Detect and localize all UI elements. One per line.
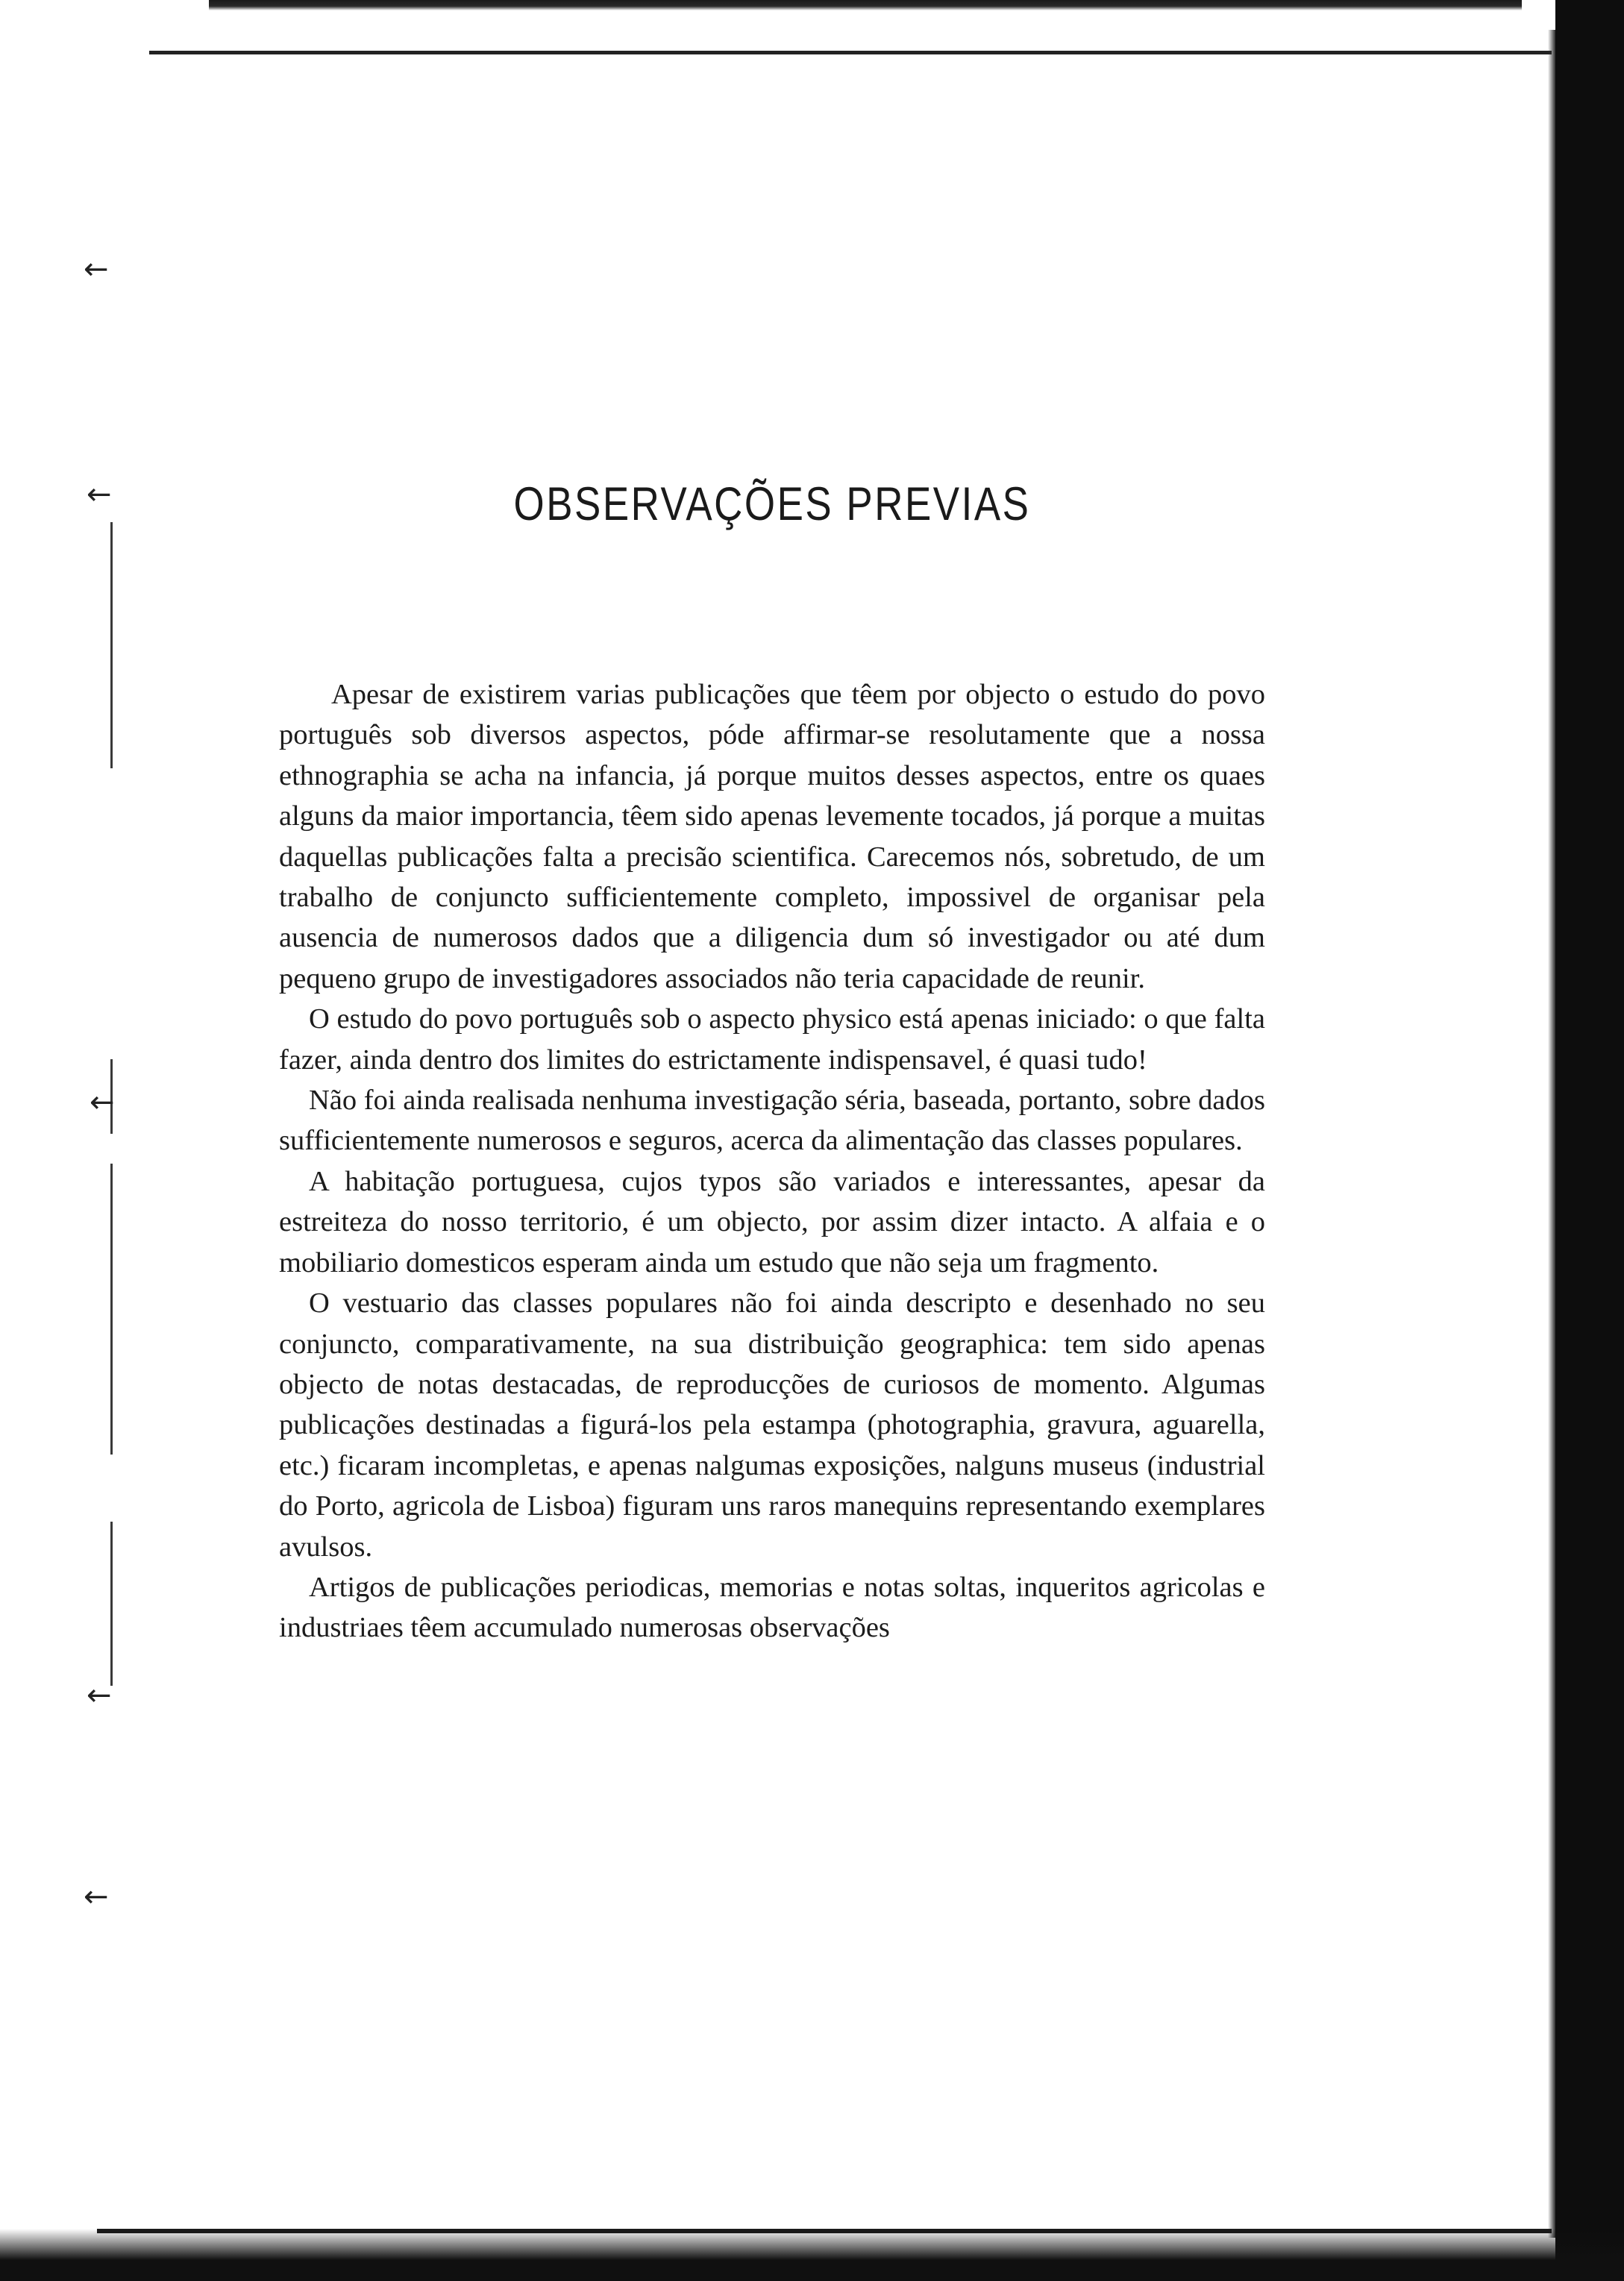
margin-guide-line [110,1522,113,1686]
paragraph: O estudo do povo português sob o aspecto physico está apenas iniciado: o que falta fazer, ainda dentro dos limites do estrictamente indispensavel, é quasi tudo! [279,1003,1265,1076]
scan-top-rule [149,51,1552,54]
margin-arrow-icon: ← [87,1678,112,1713]
margin-guide-line [110,1164,113,1455]
margin-arrow-icon: ← [84,252,109,286]
document-page [279,477,1265,1648]
margin-arrow-icon: ← [87,477,112,512]
paragraph: O vestuario das classes populares não foi ainda descripto e desenhado no seu conjuncto, comparativamente, na sua distribuição geographica: tem sido apenas objecto de notas destacadas, de reproducções de curiosos de momento. Algumas publicações destinadas a figurá-los pela estampa (photographia, gravura, aguarella, etc.) ficaram incompletas, e apenas nalgumas exposições, nalguns museus (industrial do Porto, agricola de Lisboa) figuram uns raros manequins representando exemplares avulsos. [279,1287,1265,1563]
scan-bottom-edge [0,2229,1624,2281]
paragraph: Apesar de existirem varias publicações que têem por objecto o estudo do povo português sob diversos aspectos, póde affirmar-se resolutamente que a nossa ethnographia se acha na infancia, já porque muitos desses aspectos, entre os quaes alguns da maior importancia, têem sido apenas levemente tocados, já porque a muitas daquellas publicações falta a precisão scientifica. Carecemos nós, sobretudo, de um trabalho de conjuncto sufficientemente completo, impossivel de organisar pela ausencia de numerosos dados que a diligencia dum só investigador ou até dum pequeno grupo de investigadores associados não teria capacidade de reunir. [279,679,1265,994]
scan-top-edge [209,0,1522,10]
margin-arrow-icon: ← [84,1880,109,1914]
scan-right-shadow [1548,30,1555,2238]
page-title: OBSERVAÇÕES PREVIAS [513,478,1031,530]
paragraph: Não foi ainda realisada nenhuma investigação séria, baseada, portanto, sobre dados sufficientemente numerosos e seguros, acerca da alimentação das classes populares. [279,1085,1265,1157]
paragraph: Artigos de publicações periodicas, memorias e notas soltas, inqueritos agricolas e industriaes têem accumulado numerosas observações [279,1571,1265,1644]
scan-right-edge [1555,0,1624,2281]
paragraph: A habitação portuguesa, cujos typos são variados e interessantes, apesar da estreiteza do nosso territorio, é um objecto, por assim dizer intacto. A alfaia e o mobiliario domesticos esperam ainda um estudo que não seja um fragmento. [279,1165,1265,1278]
margin-guide-line [110,522,113,768]
margin-arrow-icon: ← [90,1085,115,1120]
